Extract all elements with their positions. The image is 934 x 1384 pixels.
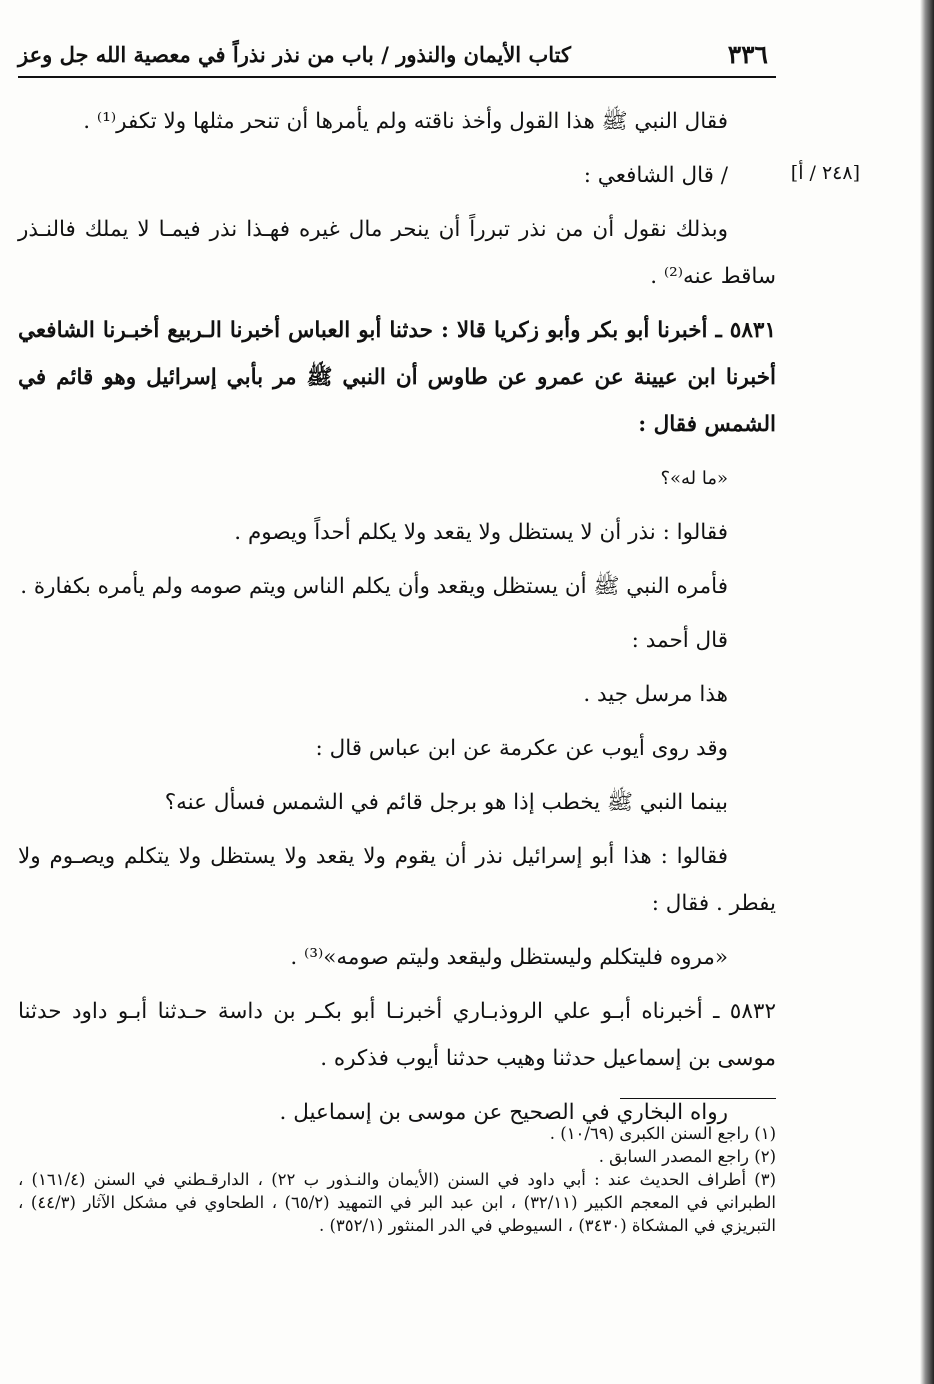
footnote-rule: [620, 1098, 776, 1099]
paragraph: فقالوا : نذر أن لا يستظل ولا يقعد ولا يكلم أحداً ويصوم .: [234, 520, 728, 545]
footnotes: [18, 1122, 776, 1237]
paragraph: قال أحمد :: [631, 628, 728, 653]
paragraph: «ما له»؟: [660, 468, 728, 489]
hadith-paragraph: ٥٨٣١ ـ أخبرنا أبو بكر وأبو زكريا قالا : حدثنا أبو العباس أخبرنا الـربيع أخبـرنا الشافعي أخبرنا ابن عيينة عن عمرو عن طاوس أن النبي ﷺ مر بأبي إسرائيل وهو قائم في الشمس فقال :: [18, 318, 776, 437]
margin-folio-reference: [٢٤٨ / أ]: [790, 162, 860, 184]
paragraph: هذا مرسل جيد .: [583, 682, 728, 707]
header-rule: [18, 76, 776, 78]
paragraph: رواه البخاري في الصحيح عن موسى بن إسماعيل .: [279, 1100, 728, 1125]
paragraph: وقد روى أيوب عن عكرمة عن ابن عباس قال :: [315, 736, 728, 761]
paragraph: بينما النبي ﷺ يخطب إذا هو برجل قائم في الشمس فسأل عنه؟: [164, 790, 728, 815]
paragraph: فقال النبي ﷺ هذا القول وأخذ ناقته ولم يأمرها أن تنحر مثلها ولا تكفر⁽¹⁾ .: [83, 109, 728, 134]
page-header: [18, 40, 776, 72]
footnote: (٣) أطراف الحديث عند : أبي داود في السنن (الأيمان والنـذور ب ٢٢) ، الدارقـطني في السنن (١٦١/٤) ، الطبراني في المعجم الكبير (٣٢/١١) ، ابن عبد البر في التمهيد (٦٥/٢) ، الطحاوي في مشكل الآثار (٤٤/٣) ، التبريزي في المشكاة (٣٤٣٠) ، السيوطي في الدر المنثور (٣٥٢/١) .: [18, 1170, 776, 1235]
paragraph: فأمره النبي ﷺ أن يستظل ويقعد وأن يكلم الناس ويتم صومه ولم يأمره بكفارة .: [20, 574, 728, 599]
running-title: كتاب الأيمان والنذور / باب من نذر نذراً في معصية الله جل وعز: [18, 42, 571, 67]
page-edge-shadow: [920, 0, 934, 1384]
paragraph: وبذلك نقول أن من نذر تبرراً أن ينحر مال غيره فهـذا نذر فيمـا لا يملك فالنـذر ساقط عنه⁽²⁾ .: [18, 217, 776, 289]
paragraph: «مروه فليتكلم وليستظل وليقعد وليتم صومه»⁽³⁾ .: [290, 945, 728, 970]
paragraph: / قال الشافعي :: [583, 163, 728, 188]
footnote: (٢) راجع المصدر السابق .: [598, 1147, 776, 1166]
main-text: [18, 98, 776, 1143]
footnote: (١) راجع السنن الكبرى (١٠/٦٩) .: [549, 1124, 776, 1143]
paragraph: فقالوا : هذا أبو إسرائيل نذر أن يقوم ولا يقعد ولا يستظل ولا يتكلم ويصـوم ولا يفطر . فقال :: [18, 844, 776, 916]
hadith-paragraph: ٥٨٣٢ ـ أخبرناه أبـو علي الروذبـاري أخبرنـا أبو بكـر بن داسة حـدثنا أبـو داود حدثنا موسى بن إسماعيل حدثنا وهيب حدثنا أيوب فذكره .: [18, 999, 776, 1071]
page-number: ٣٣٦: [727, 40, 768, 69]
